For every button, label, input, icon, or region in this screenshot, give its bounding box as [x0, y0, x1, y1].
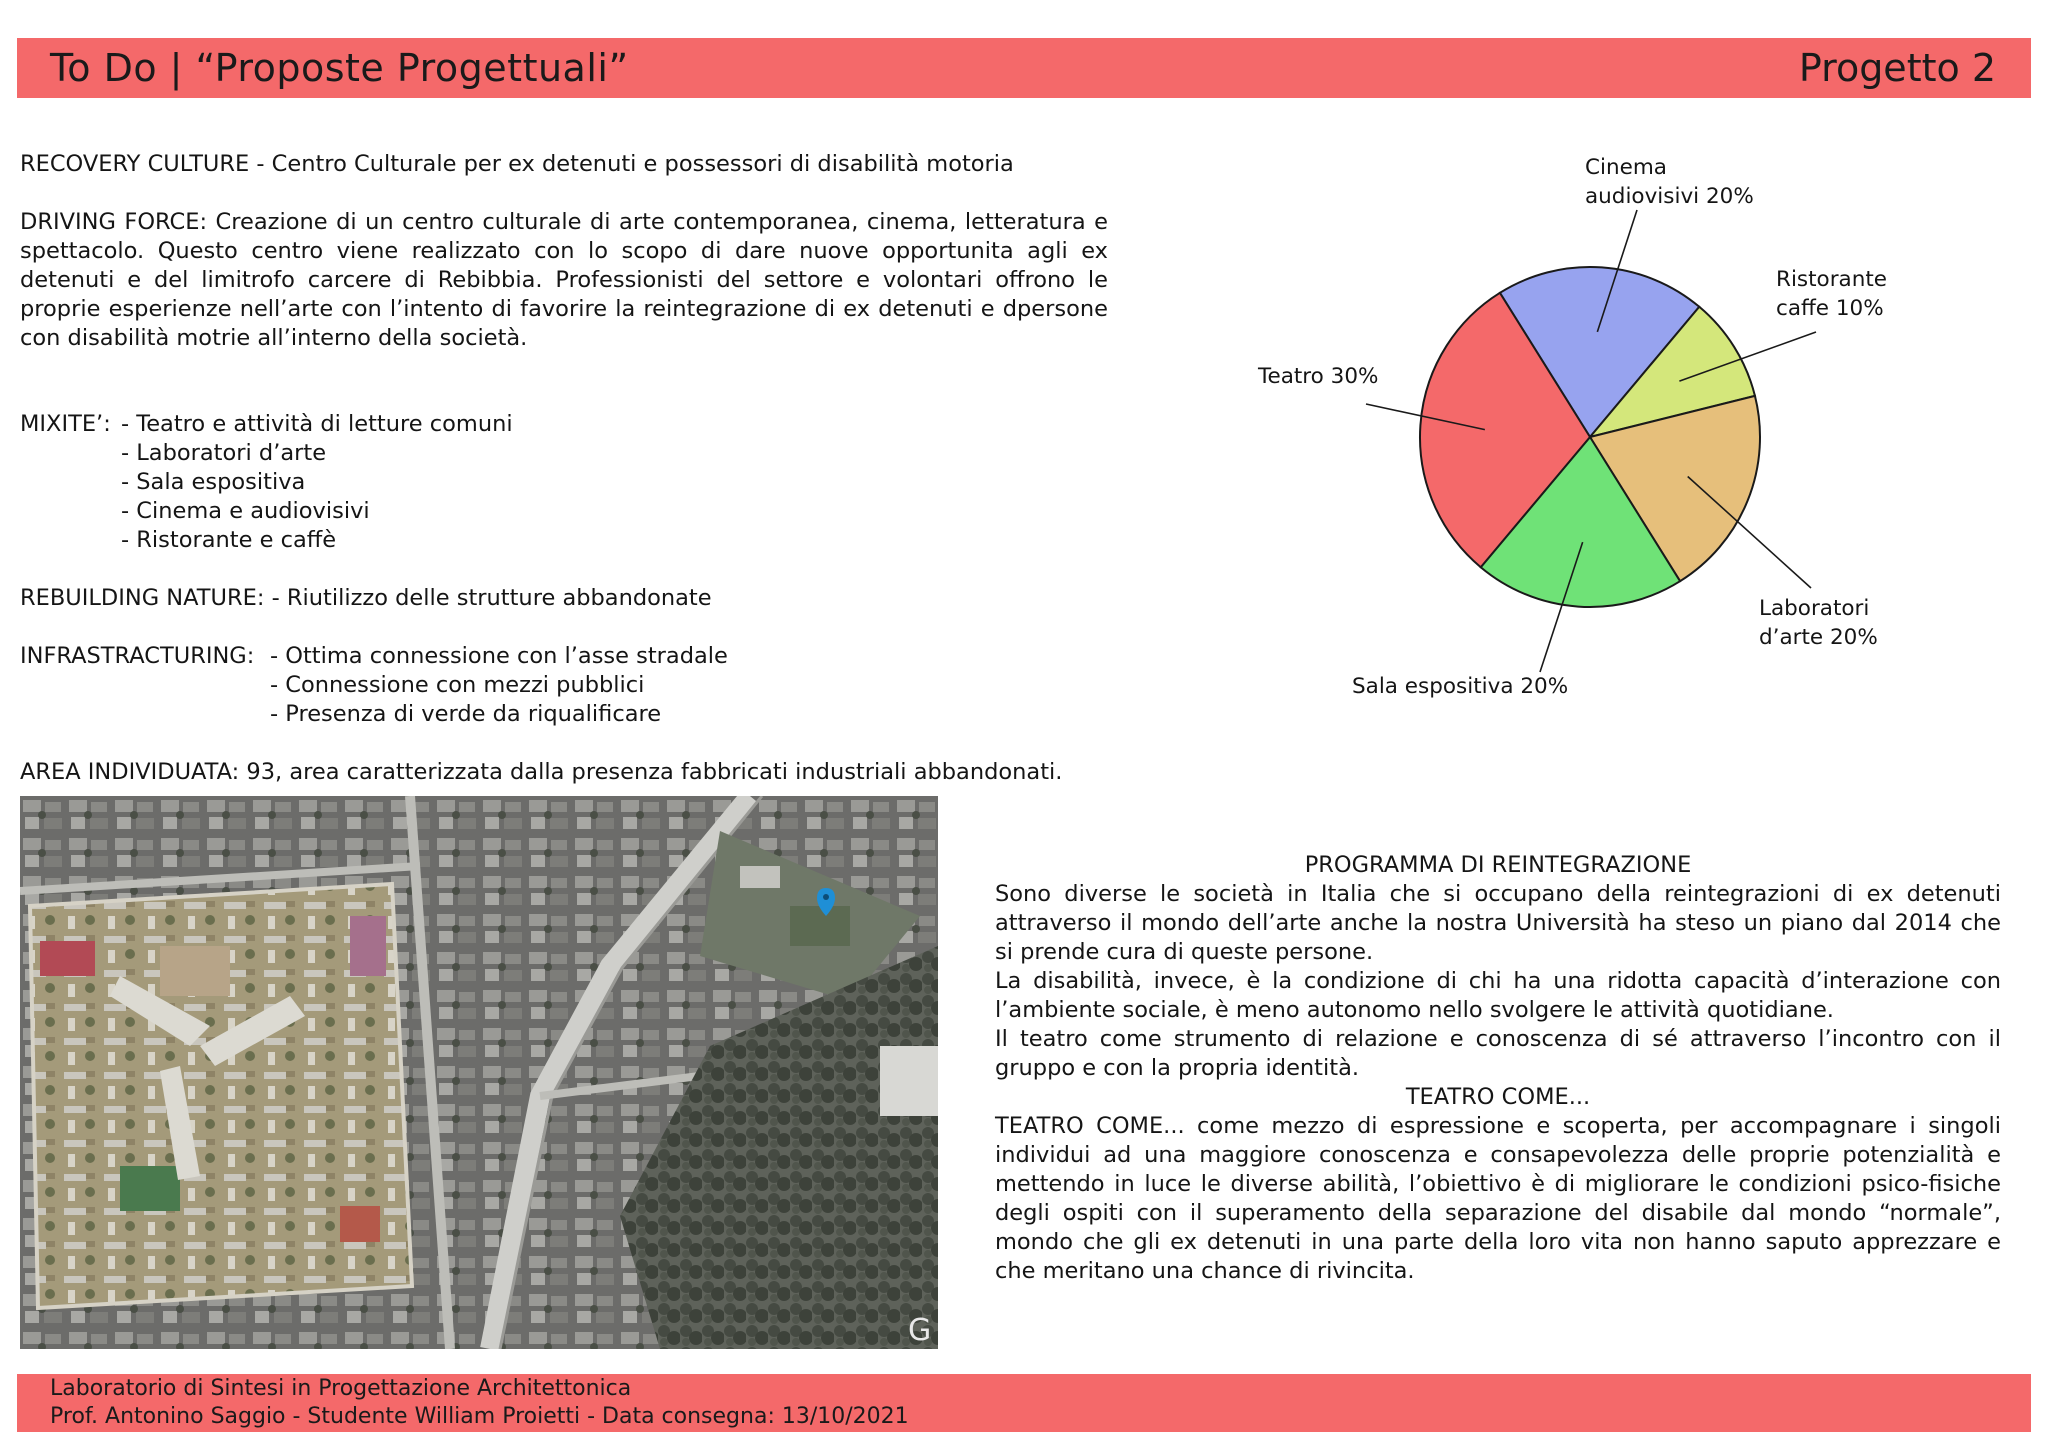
infrastructuring-item: - Connessione con mezzi pubblici	[270, 672, 645, 698]
pie-slice-label: Laboratori	[1759, 596, 1870, 621]
mixite-item: - Sala espositiva	[121, 469, 306, 495]
program-paragraph: Il teatro come strumento di relazione e conoscenza di sé attraverso l’incontro con il gruppo e con la propria identità.	[995, 1026, 2001, 1081]
program-paragraph: TEATRO COME... come mezzo di espressione e scoperta, per accompagnare i singoli individui ad una maggiore conoscenza e consapevolezza delle proprie potenzialità e mettendo in luce le diverse abilità, l’obiettivo è di migliorare le condizioni psico-fisiche degli ospiti con il superamento della separazione del disabile dal mondo “normale”, mondo che gli ex detenuti in una parte della loro vita non hanno saputo apprezzare e che meritano una chance di rivincita.	[995, 1113, 2001, 1284]
mixite-label: MIXITE’:	[20, 411, 111, 437]
mixite-item: - Cinema e audiovisivi	[121, 498, 370, 524]
pie-slice-label: d’arte 20%	[1759, 625, 1878, 650]
program-section	[995, 851, 2001, 1286]
mixite-item: - Laboratori d’arte	[121, 440, 327, 466]
rebuilding-nature-line: REBUILDING NATURE: - Riutilizzo delle strutture abbandonate	[20, 585, 712, 611]
driving-force-paragraph: DRIVING FORCE: Creazione di un centro culturale di arte contemporanea, cinema, letteratura e spettacolo. Questo centro viene realizzato con lo scopo di dare nuove opportunita agli ex detenuti e del limitrofo carcere di Rebibbia. Professionisti del settore e volontari offrono le proprie esperienze nell’arte con l’intento di favorire la reintegrazione di ex detenuti e dpersone con disabilità motrie all’interno della società.	[20, 209, 1108, 351]
pie-slices	[1420, 267, 1760, 607]
program-paragraph: La disabilità, invece, è la condizione di chi ha una ridotta capacità d’interazione con l’ambiente sociale, è meno autonomo nello svolgere le attività quotidiane.	[995, 968, 2001, 1023]
program-subtitle: TEATRO COME...	[1405, 1084, 1591, 1110]
footer-credits: Prof. Antonino Saggio - Studente William Proietti - Data consegna: 13/10/2021	[50, 1404, 909, 1429]
pie-slice-label: Cinema	[1585, 155, 1667, 180]
page-title: To Do | “Proposte Progettuali”	[50, 46, 629, 90]
mixite-item: - Ristorante e caffè	[121, 527, 337, 553]
infrastructuring-item: - Ottima connessione con l’asse stradale	[270, 643, 728, 669]
pie-slice-label: Sala espositiva 20%	[1352, 674, 1569, 699]
map-watermark: G	[908, 1313, 932, 1348]
program-title: PROGRAMMA DI REINTEGRAZIONE	[1304, 852, 1692, 878]
pie-slice-label: Ristorante	[1776, 267, 1887, 292]
pie-slice-label: caffe 10%	[1776, 296, 1884, 321]
pie-chart	[1240, 140, 2030, 720]
mixite-item: - Teatro e attività di letture comuni	[121, 411, 513, 437]
pie-slice-label: Teatro 30%	[1258, 364, 1379, 389]
recovery-culture-line: RECOVERY CULTURE - Centro Culturale per ex detenuti e possessori di disabilità motoria	[20, 151, 1014, 177]
infrastructuring-item: - Presenza di verde da riqualificare	[270, 701, 662, 727]
project-label: Progetto 2	[1798, 46, 1996, 90]
program-paragraph: Sono diverse le società in Italia che si occupano della reintegrazioni di ex detenuti attraverso il mondo dell’arte anche la nostra Università ha steso un piano dal 2014 che si prende cura di queste persone.	[995, 881, 2001, 965]
area-individuata-line: AREA INDIVIDUATA: 93, area caratterizzata dalla presenza fabbricati industriali abbandonati.	[20, 759, 1063, 785]
infrastructuring-label: INFRASTRACTURING:	[20, 643, 255, 669]
footer-course: Laboratorio di Sintesi in Progettazione Architettonica	[50, 1376, 632, 1401]
pie-slice-label: audiovisivi 20%	[1585, 184, 1754, 209]
aerial-map-image	[20, 796, 938, 1349]
